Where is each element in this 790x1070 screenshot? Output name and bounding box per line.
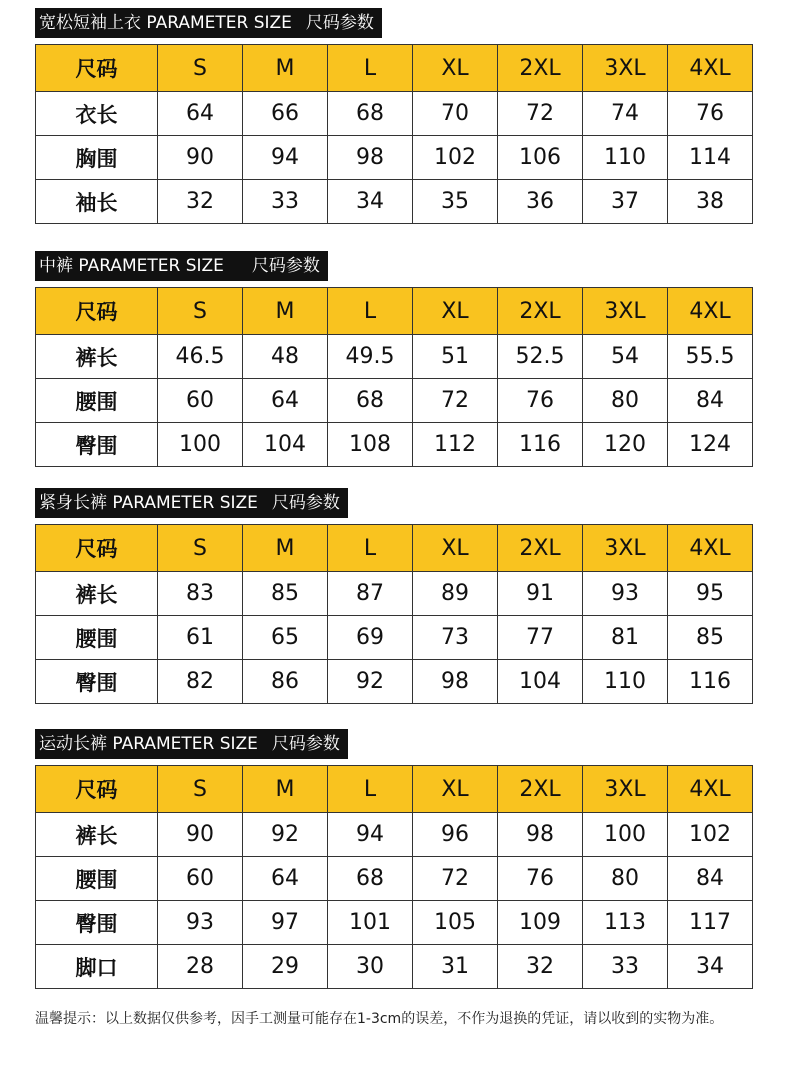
section-title-tail: 尺码参数	[271, 493, 340, 513]
row-label: 腰围	[36, 857, 158, 901]
table-cell: 106	[498, 136, 583, 180]
section-title-cn: 宽松短袖上衣	[39, 13, 141, 33]
table-cell: 102	[668, 813, 753, 857]
size-table	[35, 765, 753, 989]
table-cell: 68	[328, 857, 413, 901]
table-cell: 110	[583, 660, 668, 704]
section-title-en: PARAMETER SIZE	[112, 734, 258, 754]
table-row	[36, 180, 753, 224]
table-cell: 95	[668, 572, 753, 616]
header-size: 3XL	[583, 766, 668, 813]
table-cell: 96	[413, 813, 498, 857]
table-cell: 73	[413, 616, 498, 660]
table-cell: 65	[243, 616, 328, 660]
table-cell: 108	[328, 423, 413, 467]
section-short-sleeve-top	[35, 8, 752, 224]
size-table	[35, 524, 753, 704]
header-size: 3XL	[583, 525, 668, 572]
table-cell: 98	[413, 660, 498, 704]
header-size: 3XL	[583, 288, 668, 335]
table-cell: 32	[498, 945, 583, 989]
table-cell: 64	[158, 92, 243, 136]
table-cell: 38	[668, 180, 753, 224]
table-cell: 110	[583, 136, 668, 180]
table-cell: 94	[328, 813, 413, 857]
table-cell: 30	[328, 945, 413, 989]
row-label: 臀围	[36, 423, 158, 467]
header-size: 4XL	[668, 525, 753, 572]
table-cell: 91	[498, 572, 583, 616]
size-disclaimer-note: 温馨提示：以上数据仅供参考，因手工测量可能存在1-3cm的误差，不作为退换的凭证，请以收到的实物为准。	[35, 1011, 724, 1027]
table-cell: 86	[243, 660, 328, 704]
table-cell: 69	[328, 616, 413, 660]
table-cell: 109	[498, 901, 583, 945]
table-cell: 60	[158, 379, 243, 423]
table-cell: 64	[243, 379, 328, 423]
table-cell: 90	[158, 136, 243, 180]
table-cell: 80	[583, 857, 668, 901]
section-title	[35, 8, 382, 38]
table-cell: 87	[328, 572, 413, 616]
row-label: 裤长	[36, 572, 158, 616]
section-title-cn: 中裤	[39, 256, 73, 276]
table-row	[36, 572, 753, 616]
row-label: 腰围	[36, 616, 158, 660]
table-cell: 48	[243, 335, 328, 379]
table-cell: 116	[668, 660, 753, 704]
section-title-cn: 紧身长裤	[39, 493, 107, 513]
table-cell: 76	[498, 857, 583, 901]
table-cell: 92	[243, 813, 328, 857]
header-size: XL	[413, 45, 498, 92]
table-cell: 116	[498, 423, 583, 467]
header-size: S	[158, 45, 243, 92]
table-cell: 72	[413, 379, 498, 423]
table-cell: 64	[243, 857, 328, 901]
table-row	[36, 616, 753, 660]
header-size: L	[328, 766, 413, 813]
row-label: 衣长	[36, 92, 158, 136]
header-size: L	[328, 45, 413, 92]
table-cell: 113	[583, 901, 668, 945]
section-title-en: PARAMETER SIZE	[112, 493, 258, 513]
table-cell: 98	[498, 813, 583, 857]
section-title-tail: 尺码参数	[271, 734, 340, 754]
table-cell: 89	[413, 572, 498, 616]
table-header-row	[36, 288, 753, 335]
table-cell: 76	[498, 379, 583, 423]
table-row	[36, 945, 753, 989]
section-shorts	[35, 251, 752, 467]
header-size-label: 尺码	[36, 288, 158, 335]
table-cell: 105	[413, 901, 498, 945]
table-row	[36, 660, 753, 704]
section-title	[35, 488, 348, 518]
section-sweatpants	[35, 729, 752, 989]
table-cell: 32	[158, 180, 243, 224]
table-header-row	[36, 766, 753, 813]
table-header-row	[36, 525, 753, 572]
table-cell: 37	[583, 180, 668, 224]
header-size: 2XL	[498, 525, 583, 572]
table-cell: 60	[158, 857, 243, 901]
header-size: M	[243, 45, 328, 92]
table-cell: 29	[243, 945, 328, 989]
table-cell: 83	[158, 572, 243, 616]
table-cell: 101	[328, 901, 413, 945]
table-cell: 76	[668, 92, 753, 136]
table-cell: 92	[328, 660, 413, 704]
table-cell: 77	[498, 616, 583, 660]
table-cell: 104	[243, 423, 328, 467]
table-cell: 49.5	[328, 335, 413, 379]
table-cell: 104	[498, 660, 583, 704]
table-cell: 94	[243, 136, 328, 180]
table-cell: 28	[158, 945, 243, 989]
row-label: 袖长	[36, 180, 158, 224]
table-cell: 51	[413, 335, 498, 379]
table-cell: 74	[583, 92, 668, 136]
table-cell: 36	[498, 180, 583, 224]
table-cell: 114	[668, 136, 753, 180]
table-row	[36, 901, 753, 945]
table-header-row	[36, 45, 753, 92]
table-cell: 117	[668, 901, 753, 945]
table-cell: 33	[583, 945, 668, 989]
table-cell: 33	[243, 180, 328, 224]
table-cell: 82	[158, 660, 243, 704]
header-size: S	[158, 525, 243, 572]
table-row	[36, 423, 753, 467]
table-cell: 34	[328, 180, 413, 224]
section-title-tail: 尺码参数	[251, 256, 320, 276]
row-label: 胸围	[36, 136, 158, 180]
table-cell: 100	[158, 423, 243, 467]
table-cell: 72	[498, 92, 583, 136]
table-cell: 34	[668, 945, 753, 989]
table-cell: 90	[158, 813, 243, 857]
header-size: XL	[413, 525, 498, 572]
header-size: 4XL	[668, 45, 753, 92]
table-cell: 102	[413, 136, 498, 180]
table-cell: 93	[583, 572, 668, 616]
table-cell: 31	[413, 945, 498, 989]
header-size-label: 尺码	[36, 766, 158, 813]
table-cell: 100	[583, 813, 668, 857]
header-size: 3XL	[583, 45, 668, 92]
table-cell: 80	[583, 379, 668, 423]
section-title-en: PARAMETER SIZE	[146, 13, 292, 33]
table-cell: 72	[413, 857, 498, 901]
table-cell: 61	[158, 616, 243, 660]
table-cell: 55.5	[668, 335, 753, 379]
size-table	[35, 44, 753, 224]
header-size: XL	[413, 766, 498, 813]
header-size-label: 尺码	[36, 525, 158, 572]
table-cell: 68	[328, 379, 413, 423]
section-title-en: PARAMETER SIZE	[78, 256, 224, 276]
table-cell: 68	[328, 92, 413, 136]
header-size: 4XL	[668, 766, 753, 813]
table-cell: 98	[328, 136, 413, 180]
table-cell: 84	[668, 379, 753, 423]
table-row	[36, 136, 753, 180]
table-cell: 124	[668, 423, 753, 467]
header-size-label: 尺码	[36, 45, 158, 92]
header-size: M	[243, 288, 328, 335]
table-cell: 66	[243, 92, 328, 136]
table-row	[36, 813, 753, 857]
row-label: 裤长	[36, 813, 158, 857]
section-title-tail: 尺码参数	[305, 13, 374, 33]
section-title-cn: 运动长裤	[39, 734, 107, 754]
table-cell: 93	[158, 901, 243, 945]
table-row	[36, 335, 753, 379]
table-cell: 35	[413, 180, 498, 224]
table-cell: 84	[668, 857, 753, 901]
row-label: 臀围	[36, 660, 158, 704]
table-cell: 85	[243, 572, 328, 616]
table-cell: 46.5	[158, 335, 243, 379]
table-cell: 54	[583, 335, 668, 379]
row-label: 脚口	[36, 945, 158, 989]
header-size: L	[328, 288, 413, 335]
section-leggings	[35, 488, 752, 704]
size-table	[35, 287, 753, 467]
table-cell: 97	[243, 901, 328, 945]
table-cell: 85	[668, 616, 753, 660]
section-title	[35, 729, 348, 759]
header-size: 2XL	[498, 766, 583, 813]
table-cell: 70	[413, 92, 498, 136]
table-cell: 120	[583, 423, 668, 467]
header-size: L	[328, 525, 413, 572]
header-size: 2XL	[498, 288, 583, 335]
table-row	[36, 379, 753, 423]
header-size: M	[243, 525, 328, 572]
header-size: 4XL	[668, 288, 753, 335]
section-title	[35, 251, 328, 281]
header-size: S	[158, 766, 243, 813]
table-cell: 81	[583, 616, 668, 660]
table-cell: 112	[413, 423, 498, 467]
header-size: 2XL	[498, 45, 583, 92]
row-label: 裤长	[36, 335, 158, 379]
table-row	[36, 92, 753, 136]
table-row	[36, 857, 753, 901]
header-size: S	[158, 288, 243, 335]
header-size: XL	[413, 288, 498, 335]
header-size: M	[243, 766, 328, 813]
row-label: 腰围	[36, 379, 158, 423]
table-cell: 52.5	[498, 335, 583, 379]
row-label: 臀围	[36, 901, 158, 945]
